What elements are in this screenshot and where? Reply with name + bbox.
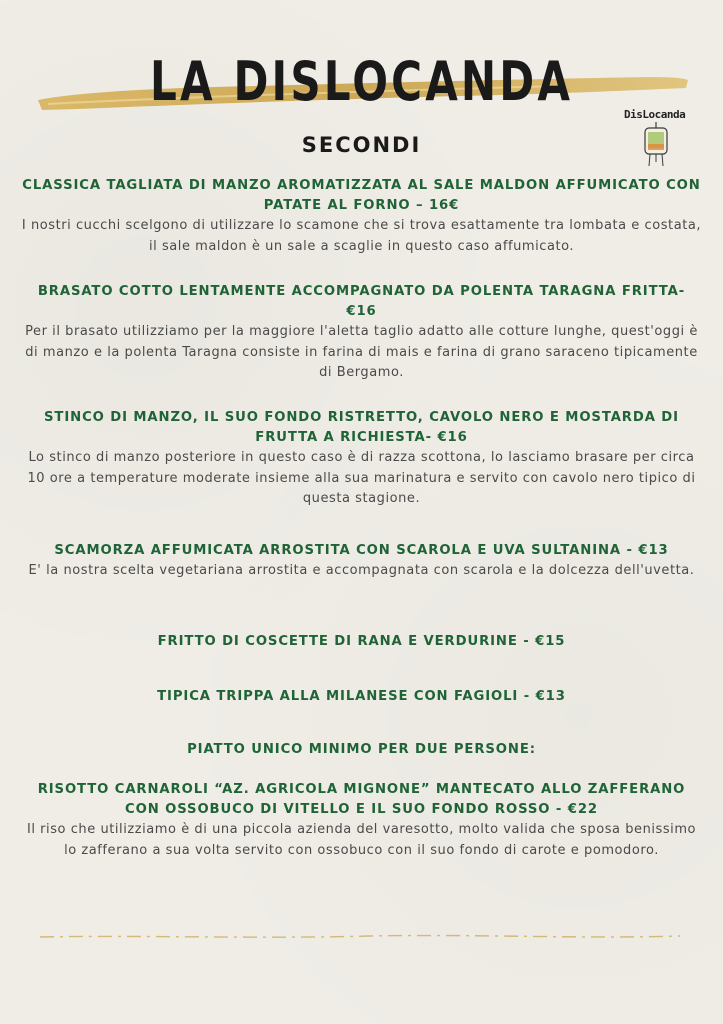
dish-name: BRASATO COTTO LENTAMENTE ACCOMPAGNATO DA POLENTA TARAGNA FRITTA- €16 xyxy=(37,284,686,319)
dish-name: FRITTO DI COSCETTE DI RANA E VERDURINE - €15 xyxy=(157,634,566,649)
dish-item xyxy=(20,632,703,652)
dish-item xyxy=(20,408,703,510)
dish-name: STINCO DI MANZO, IL SUO FONDO RISTRETTO, CAVOLO NERO E MOSTARDA DI FRUTTA A RICHIESTA- €16 xyxy=(44,410,679,445)
dish-description: E' la nostra scelta vegetariana arrostita e accompagnata con scarola e la dolcezza dell'uvetta. xyxy=(28,563,695,578)
dish-description: Per il brasato utilizziamo per la maggiore l'aletta taglio adatto alle cotture lunghe, quest'oggi è di manzo e la polenta Taragna consiste in farina di mais e farina di grano saraceno tipicamente di Bergamo. xyxy=(25,324,698,380)
dish-name: TIPICA TRIPPA ALLA MILANESE CON FAGIOLI - €13 xyxy=(157,689,566,704)
dish-item xyxy=(20,541,703,582)
dish-name: SCAMORZA AFFUMICATA ARROSTITA CON SCAROLA E UVA SULTANINA - €13 xyxy=(54,543,669,558)
section-title: SECONDI xyxy=(301,133,422,157)
dish-description: I nostri cucchi scelgono di utilizzare lo scamone che si trova esattamente tra lombata e costata, il sale maldon è un sale a scaglie in questo caso affumicato. xyxy=(21,218,702,254)
dish-item xyxy=(20,687,703,707)
restaurant-title: LA DISLOCANDA xyxy=(150,50,574,113)
dish-description: Lo stinco di manzo posteriore in questo caso è di razza scottona, lo lasciamo brasare per circa 10 ore a temperature moderate insieme alla sua marinatura e servito con cavolo nero tipico di questa stagione. xyxy=(27,450,696,506)
dish-item xyxy=(20,740,703,760)
dish-name: CLASSICA TAGLIATA DI MANZO AROMATIZZATA AL SALE MALDON AFFUMICATO CON PATATE AL FORNO – 16€ xyxy=(22,178,701,213)
dish-description: Il riso che utilizziamo è di una piccola azienda del varesotto, molto valida che sposa benissimo lo zafferano a sua volta servito con ossobuco con il suo fondo di carote e pomodoro. xyxy=(26,822,697,858)
decorative-divider xyxy=(40,930,680,944)
dish-name: PIATTO UNICO MINIMO PER DUE PERSONE: xyxy=(187,742,536,757)
dish-name: RISOTTO CARNAROLI “AZ. AGRICOLA MIGNONE” MANTECATO ALLO ZAFFERANO CON OSSOBUCO DI VITELLO E IL SUO FONDO ROSSO - €22 xyxy=(37,782,686,817)
logo-text: DisLocanda xyxy=(624,108,686,121)
dish-item xyxy=(20,780,703,861)
dish-item xyxy=(20,282,703,384)
dish-item xyxy=(20,176,703,257)
